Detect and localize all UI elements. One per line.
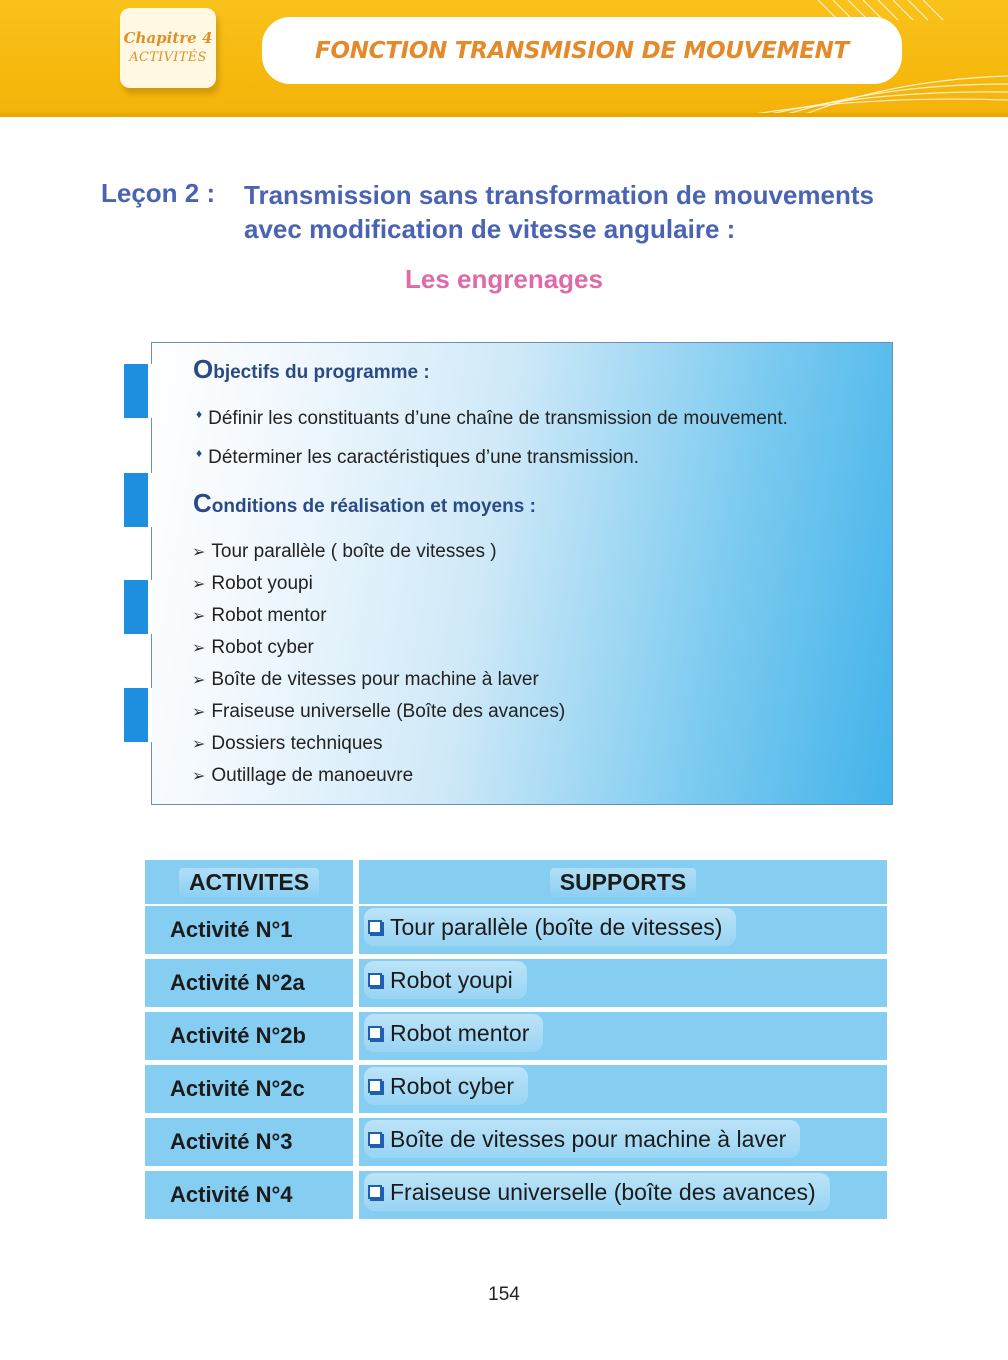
arrow-bullet-icon: ➢ [192,768,206,785]
activity-cell: Activité N°2a [145,959,353,1007]
chapter-badge [120,8,216,88]
objective-item: ♦ Définir les constituants d’une chaîne de transmission de mouvement. [196,407,788,429]
lesson-title [244,178,944,246]
table-row [145,904,887,957]
support-cell: Robot youpi [359,959,887,1007]
activity-cell: Activité N°1 [145,906,353,954]
support-cell: Fraiseuse universelle (boîte des avances) [359,1171,887,1219]
list-item: ➢ Robot cyber [192,637,314,658]
activities-table [145,860,887,1222]
panel-tab [124,580,152,634]
checkbox-icon [368,920,382,934]
arrow-bullet-icon: ➢ [192,640,206,657]
list-item: ➢ Outillage de manoeuvre [192,765,414,786]
chapter-section: ACTIVITÉS [129,50,207,65]
panel-tab [124,688,152,742]
list-item: ➢ Fraiseuse universelle (Boîte des avances) [192,701,566,722]
lesson-title-line1: Transmission sans transformation de mouvements [244,180,874,210]
activity-cell: Activité N°3 [145,1118,353,1166]
arrow-bullet-icon: ➢ [192,544,206,561]
activity-cell: Activité N°4 [145,1171,353,1219]
conditions-list [192,538,565,794]
lesson-subtitle: Les engrenages [405,264,603,294]
header-band [0,0,1008,117]
diamond-bullet-icon: ♦ [196,407,203,421]
chapter-number: Chapitre 4 [123,29,213,47]
panel-tab [124,364,152,418]
table-row [145,1116,887,1169]
page-number: 154 [488,1284,520,1305]
table-row [145,1010,887,1063]
arrow-bullet-icon: ➢ [192,704,206,721]
support-cell: Robot mentor [359,1012,887,1060]
list-item: ➢ Dossiers techniques [192,733,383,754]
checkbox-icon [368,1185,382,1199]
page-title: FONCTION TRANSMISION DE MOUVEMENT [262,17,902,84]
conditions-title: Conditions de réalisation et moyens : [193,488,536,518]
arrow-bullet-icon: ➢ [192,736,206,753]
table-header-cell: ACTIVITES [145,860,353,904]
objective-item: ♦ Déterminer les caractéristiques d’une transmission. [196,446,639,468]
table-header-cell: SUPPORTS [359,860,887,904]
table-row [145,1169,887,1222]
table-row [145,1063,887,1116]
panel-tab [124,473,152,527]
arrow-bullet-icon: ➢ [192,576,206,593]
support-cell: Tour parallèle (boîte de vitesses) [359,906,887,954]
checkbox-icon [368,973,382,987]
table-row [145,957,887,1010]
activity-cell: Activité N°2c [145,1065,353,1113]
checkbox-icon [368,1079,382,1093]
list-item: ➢ Robot youpi [192,573,313,594]
support-cell: Boîte de vitesses pour machine à laver [359,1118,887,1166]
lesson-label: Leçon 2 : [101,178,216,208]
list-item: ➢ Robot mentor [192,605,327,626]
support-cell: Robot cyber [359,1065,887,1113]
checkbox-icon [368,1026,382,1040]
table-header-row [145,860,887,904]
checkbox-icon [368,1132,382,1146]
list-item: ➢ Tour parallèle ( boîte de vitesses ) [192,541,497,562]
activity-cell: Activité N°2b [145,1012,353,1060]
diamond-bullet-icon: ♦ [196,446,203,460]
arrow-bullet-icon: ➢ [192,608,206,625]
objectives-title: Objectifs du programme : [193,354,430,384]
list-item: ➢ Boîte de vitesses pour machine à laver [192,669,539,690]
arrow-bullet-icon: ➢ [192,672,206,689]
lesson-title-line2: avec modification de vitesse angulaire : [244,214,736,244]
